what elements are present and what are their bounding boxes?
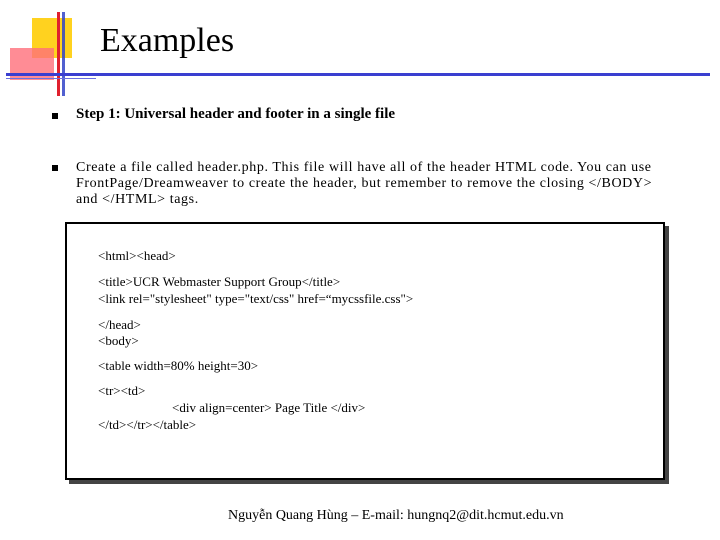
bullet-step1: Step 1: Universal header and footer in a single file [76,106,396,122]
code-line: <title>UCR Webmaster Support Group</title> [98,274,341,289]
bullet-description: Create a file called header.php. This file will have all of the header HTML code. You can use FrontPage/Dreamweaver to create the header, but remember to remove the closing </BODY> and </HTML> tags. [76,160,653,207]
title-underline [6,73,710,76]
decor-blue-hline [6,78,96,79]
code-line: <html><head> [98,248,176,263]
decor-red-line [57,12,60,96]
decor-blue-vline [62,12,65,96]
code-line: <div align=center> Page Title </div> [172,400,366,415]
code-line: <body> [98,333,139,348]
code-line: <table width=80% height=30> [98,358,259,373]
code-line: <tr><td> [98,383,146,398]
code-line: </head> [98,317,141,332]
bullet-marker [52,113,58,119]
slide-title: Examples [100,22,235,59]
slide-footer: Nguyễn Quang Hùng – E-mail: hungnq2@dit.hcmut.edu.vn [228,508,564,523]
code-line: <link rel="stylesheet" type="text/css" href=“mycssfile.css"> [98,291,414,306]
bullet-marker [52,165,58,171]
code-line: </td></tr></table> [98,417,197,432]
